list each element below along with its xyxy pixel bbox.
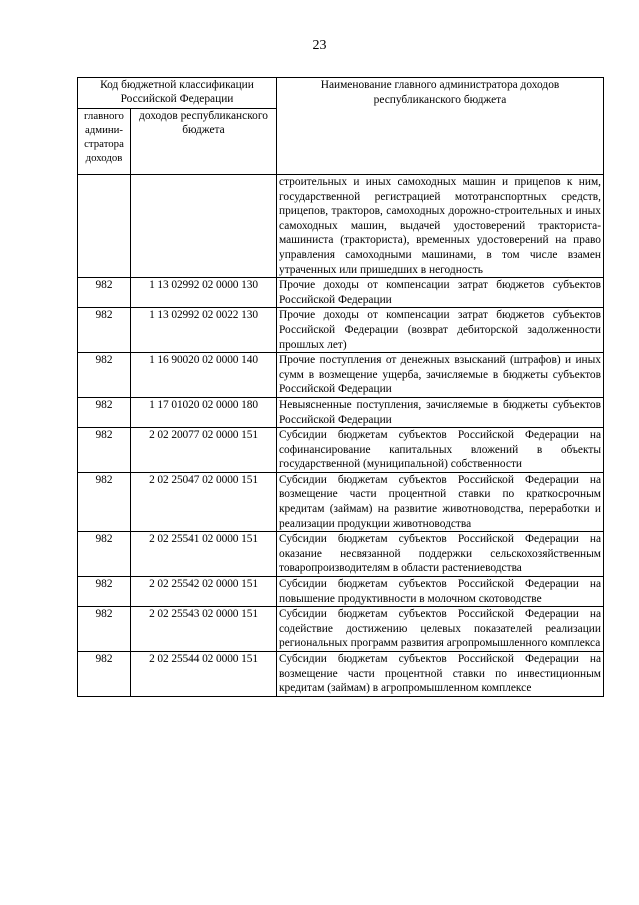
admin-code-cell: 982 <box>78 353 131 398</box>
income-code-cell: 2 02 25541 02 0000 151 <box>131 532 277 577</box>
income-name-cell: Субсидии бюджетам субъектов Российской Федерации на повышение продуктивности в молочном скотоводстве <box>277 577 604 607</box>
table-header <box>78 78 604 175</box>
header-budget-classification-code: Код бюджетной классификации Российской Федерации <box>78 78 277 109</box>
admin-code-cell: 982 <box>78 278 131 308</box>
header-administrator-name: Наименование главного администратора доходов республиканского бюджета <box>277 78 604 175</box>
admin-code-cell: 982 <box>78 472 131 531</box>
income-code-cell: 1 13 02992 02 0000 130 <box>131 278 277 308</box>
continuation-admin-cell <box>78 175 131 278</box>
income-name-cell: Прочие поступления от денежных взысканий (штрафов) и иных сумм в возмещение ущерба, зачисляемые в бюджеты субъектов Российской Федерации <box>277 353 604 398</box>
income-name-cell: Субсидии бюджетам субъектов Российской Федерации на софинансирование капитальных вложений в объекты государственной (муниципальной) собственности <box>277 428 604 473</box>
table-row <box>78 428 604 473</box>
table-row <box>78 472 604 531</box>
table-row <box>78 308 604 353</box>
admin-code-cell: 982 <box>78 652 131 697</box>
table-row <box>78 532 604 577</box>
continuation-row <box>78 175 604 278</box>
header-republican-budget-income: доходов республиканского бюджета <box>131 109 277 175</box>
income-name-cell: Субсидии бюджетам субъектов Российской Федерации на возмещение части процентной ставки по краткосрочным кредитам (займам) на развитие животноводства, переработки и реализации продукции животноводства <box>277 472 604 531</box>
income-name-cell: Прочие доходы от компенсации затрат бюджетов субъектов Российской Федерации (возврат дебиторской задолженности прошлых лет) <box>277 308 604 353</box>
income-name-cell: Субсидии бюджетам субъектов Российской Федерации на содействие достижению целевых показателей реализации региональных программ развития агропромышленного комплекса <box>277 607 604 652</box>
budget-classification-table <box>77 77 604 697</box>
table-row <box>78 353 604 398</box>
continuation-code-cell <box>131 175 277 278</box>
income-code-cell: 2 02 20077 02 0000 151 <box>131 428 277 473</box>
income-code-cell: 2 02 25047 02 0000 151 <box>131 472 277 531</box>
table-body <box>78 175 604 697</box>
admin-code-cell: 982 <box>78 577 131 607</box>
table-row <box>78 397 604 427</box>
income-code-cell: 2 02 25542 02 0000 151 <box>131 577 277 607</box>
table-row <box>78 607 604 652</box>
admin-code-cell: 982 <box>78 428 131 473</box>
table-row <box>78 278 604 308</box>
page-number: 23 <box>312 38 327 53</box>
income-code-cell: 1 16 90020 02 0000 140 <box>131 353 277 398</box>
continuation-name-cell: строительных и иных самоходных машин и прицепов к ним, государственной регистрацией мототранспортных средств, прицепов, тракторов, самоходных дорожно-строительных и иных самоходных машин, выдачей удостоверений тракториста-машиниста (тракториста), временных удостоверений на право управления самоходными машинами, в том числе взамен утраченных или пришедших в негодность <box>277 175 604 278</box>
admin-code-cell: 982 <box>78 308 131 353</box>
admin-code-cell: 982 <box>78 397 131 427</box>
table-row <box>78 577 604 607</box>
income-name-cell: Невыясненные поступления, зачисляемые в бюджеты субъектов Российской Федерации <box>277 397 604 427</box>
header-main-administrator: главного админи-стратора доходов <box>78 109 131 175</box>
table-row <box>78 652 604 697</box>
income-code-cell: 2 02 25544 02 0000 151 <box>131 652 277 697</box>
income-code-cell: 2 02 25543 02 0000 151 <box>131 607 277 652</box>
income-code-cell: 1 17 01020 02 0000 180 <box>131 397 277 427</box>
income-name-cell: Субсидии бюджетам субъектов Российской Федерации на оказание несвязанной поддержки сельскохозяйственным товаропроизводителям в области растениеводства <box>277 532 604 577</box>
income-name-cell: Прочие доходы от компенсации затрат бюджетов субъектов Российской Федерации <box>277 278 604 308</box>
admin-code-cell: 982 <box>78 607 131 652</box>
income-code-cell: 1 13 02992 02 0022 130 <box>131 308 277 353</box>
income-name-cell: Субсидии бюджетам субъектов Российской Федерации на возмещение части процентной ставки по инвестиционным кредитам (займам) в агропромышленном комплексе <box>277 652 604 697</box>
admin-code-cell: 982 <box>78 532 131 577</box>
